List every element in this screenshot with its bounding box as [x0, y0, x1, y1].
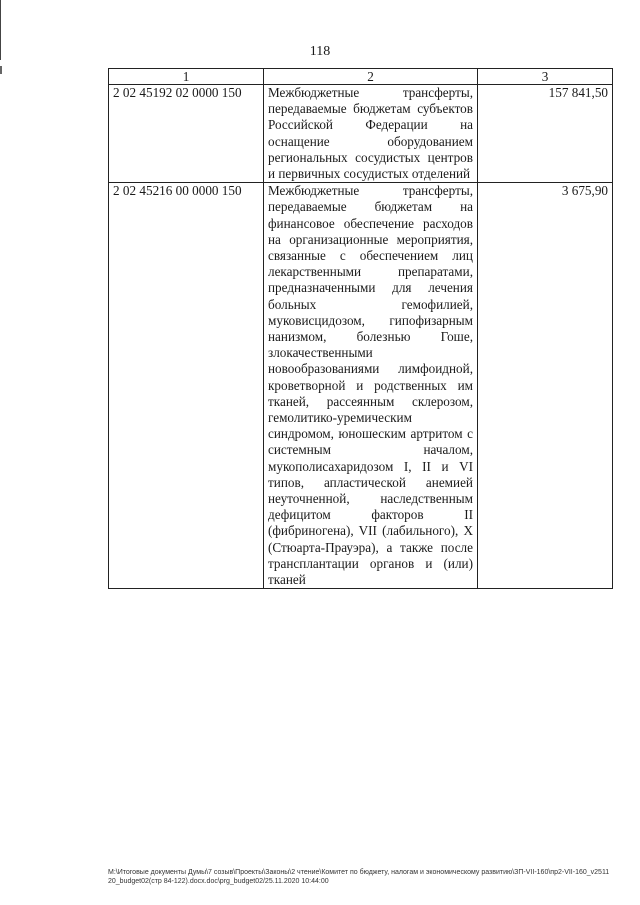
- table-header-row: [109, 69, 613, 85]
- budget-amount: 3 675,90: [478, 183, 613, 589]
- header-column-1: 1: [109, 69, 264, 85]
- scan-edge-mark: [0, 66, 2, 74]
- budget-code: 2 02 45192 02 0000 150: [109, 85, 264, 183]
- header-column-3: 3: [478, 69, 613, 85]
- budget-item-name: Межбюджетные трансферты, передаваемые бюджетам на финансовое обеспечение расходов на организационные мероприятия, связанные с обеспечением лиц лекарственными препаратами, предназначенными для лечения больных гемофилией, муковисцидозом, гипофизарным нанизмом, болезнью Гоше, злокачественными новообразованиями лимфоидной, кроветворной и родственных им тканей, рассеянным склерозом, гемолитико-уремическим синдромом, юношеским артритом с системным началом, мукополисахаридозом I, II и VI типов, апластической анемией неуточненной, наследственным дефицитом факторов II (фибриногена), VII (лабильного), X (Стюарта-Прауэра), а также после трансплантации органов и (или) тканей: [264, 183, 478, 589]
- budget-table: [108, 68, 613, 589]
- budget-item-name: Межбюджетные трансферты, передаваемые бюджетам субъектов Российской Федерации на оснащение оборудованием региональных сосудистых центров и первичных сосудистых отделений: [264, 85, 478, 183]
- budget-code: 2 02 45216 00 0000 150: [109, 183, 264, 589]
- header-column-2: 2: [264, 69, 478, 85]
- budget-amount: 157 841,50: [478, 85, 613, 183]
- page-number: 118: [309, 44, 331, 59]
- file-path-footer: M:\Итоговые документы Думы\7 созыв\Проекты\Законы\2 чтение\Комитет по бюджету, налогам и экономическому развитию\ЗП-VII-160\пр2-VII-160_v251120_budget02(стр 84-122).docx.doc\prg_budget02/25.11.2020 10:44:00: [108, 869, 610, 885]
- table-row: [109, 183, 613, 589]
- table-row: [109, 85, 613, 183]
